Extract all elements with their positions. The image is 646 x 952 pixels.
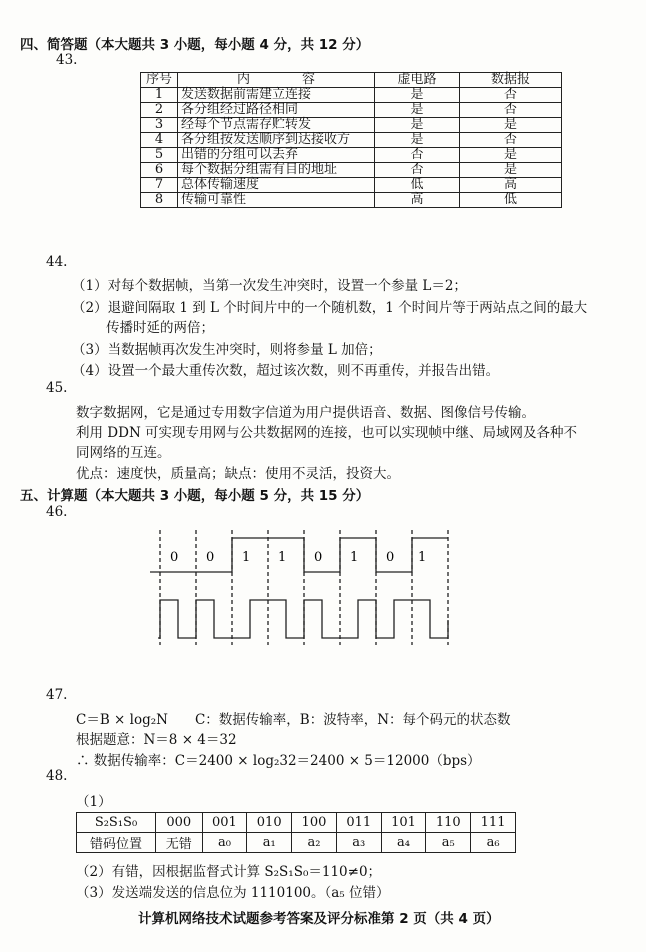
row-vc: 低 bbox=[375, 178, 460, 193]
syndrome-cell: 010 bbox=[247, 813, 292, 833]
row-index: 6 bbox=[141, 163, 178, 178]
row-index: 3 bbox=[141, 118, 178, 133]
error-position-cell: a₂ bbox=[292, 833, 337, 853]
table-row bbox=[141, 103, 562, 118]
q48-table bbox=[76, 812, 516, 853]
error-position-cell: a₄ bbox=[381, 833, 426, 853]
row-vc: 是 bbox=[375, 133, 460, 148]
table-row bbox=[141, 88, 562, 103]
row-dg: 是 bbox=[460, 148, 562, 163]
row-index: 1 bbox=[141, 88, 178, 103]
syndrome-cell: 011 bbox=[336, 813, 381, 833]
q44-line-1: （1）对每个数据帧，当第一次发生冲突时，设置一个参量 L＝2； bbox=[72, 278, 467, 294]
page-footer: 计算机网络技术试题参考答案及评分标准第 2 页（共 4 页） bbox=[138, 911, 500, 927]
bit-label: 1 bbox=[418, 550, 427, 565]
error-position-cell: a₅ bbox=[426, 833, 471, 853]
row-dg: 否 bbox=[460, 103, 562, 118]
bit-label: 0 bbox=[170, 550, 179, 565]
q44-line-2b: 传播时延的两倍； bbox=[106, 320, 214, 336]
bit-label: 1 bbox=[242, 550, 251, 565]
error-position-cell: a₁ bbox=[247, 833, 292, 853]
q44-line-3: （3）当数据帧再次发生冲突时，则将参量 L 加倍； bbox=[72, 342, 382, 358]
row-vc: 是 bbox=[375, 88, 460, 103]
row-vc: 否 bbox=[375, 163, 460, 178]
table-row bbox=[141, 133, 562, 148]
q47-line-3: ∴ 数据传输率：C＝2400 × log₂32＝2400 × 5＝12000（bps） bbox=[76, 753, 481, 769]
row-index: 4 bbox=[141, 133, 178, 148]
q43-table bbox=[140, 72, 562, 208]
manchester-waveform-figure bbox=[0, 520, 646, 660]
row-dg: 高 bbox=[460, 178, 562, 193]
section-4-header: 四、简答题（本大题共 3 小题，每小题 4 分，共 12 分） bbox=[20, 37, 370, 53]
row-content: 传输可靠性 bbox=[178, 193, 375, 208]
bit-label: 1 bbox=[350, 550, 359, 565]
table-header-row bbox=[141, 73, 562, 88]
row-index: 8 bbox=[141, 193, 178, 208]
syndrome-cell: 111 bbox=[471, 813, 516, 833]
table-row bbox=[141, 118, 562, 133]
row-content: 各分组按发送顺序到达接收方 bbox=[178, 133, 375, 148]
row-vc: 是 bbox=[375, 118, 460, 133]
bit-label: 0 bbox=[386, 550, 395, 565]
q45-line-3: 优点：速度快，质量高；缺点：使用不灵活，投资大。 bbox=[76, 466, 400, 482]
q48-number: 48. bbox=[46, 768, 68, 784]
row-vc: 高 bbox=[375, 193, 460, 208]
nrz-signal bbox=[150, 538, 448, 572]
header-datagram: 数据报 bbox=[460, 73, 562, 88]
row-vc: 否 bbox=[375, 148, 460, 163]
syndrome-cell: 000 bbox=[156, 813, 203, 833]
bit-label: 1 bbox=[278, 550, 287, 565]
q44-line-2a: （2）退避间隔取 1 到 L 个时间片中的一个随机数，1 个时间片等于两站点之间的最大 bbox=[72, 300, 588, 316]
row-dg: 是 bbox=[460, 163, 562, 178]
q45-line-2b: 同网络的互连。 bbox=[76, 445, 171, 461]
row-index: 7 bbox=[141, 178, 178, 193]
section-5-header: 五、计算题（本大题共 3 小题，每小题 5 分，共 15 分） bbox=[20, 488, 370, 504]
table-row bbox=[141, 148, 562, 163]
row-content: 各分组经过路径相同 bbox=[178, 103, 375, 118]
q47-line-2: 根据题意：N＝8 × 4＝32 bbox=[76, 732, 237, 748]
error-position-cell: a₀ bbox=[202, 833, 247, 853]
error-position-cell: a₆ bbox=[471, 833, 516, 853]
row-dg: 是 bbox=[460, 118, 562, 133]
error-position-row bbox=[77, 833, 516, 853]
row-content: 每个数据分组需有目的地址 bbox=[178, 163, 375, 178]
q47-line-1: C＝B × log₂N C：数据传输率，B：波特率，N：每个码元的状态数 bbox=[76, 712, 511, 728]
row-content: 总体传输速度 bbox=[178, 178, 375, 193]
row-dg: 低 bbox=[460, 193, 562, 208]
bit-label: 0 bbox=[206, 550, 215, 565]
q45-line-1: 数字数据网，它是通过专用数字信道为用户提供语音、数据、图像信号传输。 bbox=[76, 405, 535, 421]
header-virtual-circuit: 虚电路 bbox=[375, 73, 460, 88]
error-position-cell: a₃ bbox=[336, 833, 381, 853]
q48-line-2: （2）有错，因根据监督式计算 S₂S₁S₀＝110≠0； bbox=[76, 864, 382, 880]
q44-line-4: （4）设置一个最大重传次数，超过该次数，则不再重传，并报告出错。 bbox=[72, 363, 500, 379]
error-position-cell: 无错 bbox=[156, 833, 203, 853]
table-row bbox=[141, 193, 562, 208]
row-content: 经每个节点需存贮转发 bbox=[178, 118, 375, 133]
row-index: 2 bbox=[141, 103, 178, 118]
row-index: 5 bbox=[141, 148, 178, 163]
q46-number: 46. bbox=[46, 504, 68, 520]
q48-part-1: （1） bbox=[76, 794, 112, 810]
q47-number: 47. bbox=[46, 687, 68, 703]
table-row bbox=[141, 163, 562, 178]
q45-number: 45. bbox=[46, 380, 68, 396]
table-row bbox=[141, 178, 562, 193]
row-content: 发送数据前需建立连接 bbox=[178, 88, 375, 103]
q48-line-3: （3）发送端发送的信息位为 1110100。（a₅ 位错） bbox=[76, 885, 390, 901]
q45-line-2a: 利用 DDN 可实现专用网与公共数据网的连接，也可以实现帧中继、局域网及各种不 bbox=[76, 425, 578, 441]
syndrome-head: S₂S₁S₀ bbox=[77, 813, 156, 833]
q43-number: 43. bbox=[56, 52, 78, 68]
row-content: 出错的分组可以丢弃 bbox=[178, 148, 375, 163]
bit-label: 0 bbox=[314, 550, 323, 565]
syndrome-cell: 001 bbox=[202, 813, 247, 833]
syndrome-cell: 110 bbox=[426, 813, 471, 833]
syndrome-cell: 100 bbox=[292, 813, 337, 833]
q44-number: 44. bbox=[46, 254, 68, 270]
manchester-signal bbox=[158, 600, 448, 638]
header-index: 序号 bbox=[141, 73, 178, 88]
syndrome-cell: 101 bbox=[381, 813, 426, 833]
error-position-head: 错码位置 bbox=[77, 833, 156, 853]
row-dg: 否 bbox=[460, 133, 562, 148]
header-content: 内 容 bbox=[178, 73, 375, 88]
row-vc: 是 bbox=[375, 103, 460, 118]
row-dg: 否 bbox=[460, 88, 562, 103]
syndrome-row bbox=[77, 813, 516, 833]
